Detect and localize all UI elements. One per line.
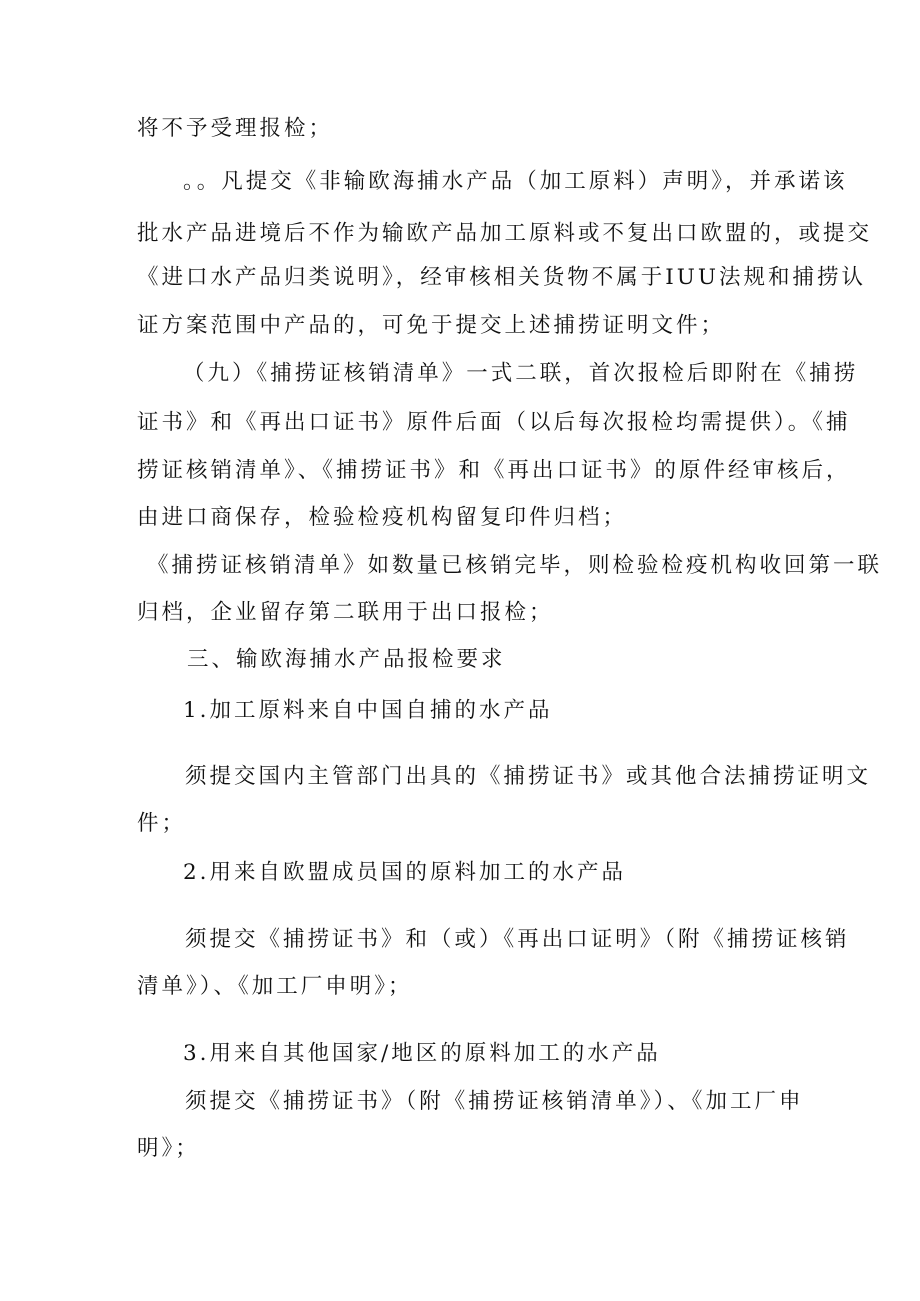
text-line-10: 《捕捞证核销清单》如数量已核销完毕，则检验检疫机构收回第一联: [147, 553, 883, 578]
text-line-18: 清单》）、《加工厂申明》；: [137, 974, 413, 999]
text-line-2: 。。凡提交《非输欧海捕水产品（加工原料）声明》，并承诺该: [183, 169, 848, 194]
text-line-6: （九）《捕捞证核销清单》一式二联，首次报检后即附在《捕捞: [183, 361, 859, 386]
text-line-17: 须提交《捕捞证书》和（或）《再出口证明》（附《捕捞证核销: [185, 927, 850, 952]
text-line-21: 明》；: [137, 1136, 200, 1161]
subheading-3: 3.用来自其他国家/地区的原料加工的水产品: [183, 1041, 661, 1066]
text-line-4: 《进口水产品归类说明》，经审核相关货物不属于IUU法规和捕捞认: [137, 265, 866, 290]
text-line-20: 须提交《捕捞证书》（附《捕捞证核销清单》）、《加工厂申: [185, 1089, 804, 1114]
text-line-7: 证书》和《再出口证书》原件后面（以后每次报检均需提供）。《捕: [137, 410, 851, 435]
text-line-3: 批水产品进境后不作为输欧产品加工原料或不复出口欧盟的，或提交: [137, 221, 873, 246]
text-line-1: 将不予受理报检；: [137, 116, 334, 141]
section-heading-3: 三、输欧海捕水产品报检要求: [187, 647, 506, 672]
text-line-5: 证方案范围中产品的，可免于提交上述捕捞证明文件；: [137, 313, 726, 338]
text-line-8: 捞证核销清单》、《捕捞证书》和《再出口证书》的原件经审核后，: [137, 458, 851, 483]
subheading-2: 2.用来自欧盟成员国的原料加工的水产品: [183, 860, 627, 885]
text-line-15: 件；: [137, 811, 187, 836]
text-line-11: 归档，企业留存第二联用于出口报检；: [137, 600, 554, 625]
subheading-1: 1.加工原料来自中国自捕的水产品: [183, 698, 553, 723]
text-line-14: 须提交国内主管部门出具的《捕捞证书》或其他合法捕捞证明文: [185, 764, 872, 789]
text-line-9: 由进口商保存，检验检疫机构留复印件归档；: [137, 505, 628, 530]
